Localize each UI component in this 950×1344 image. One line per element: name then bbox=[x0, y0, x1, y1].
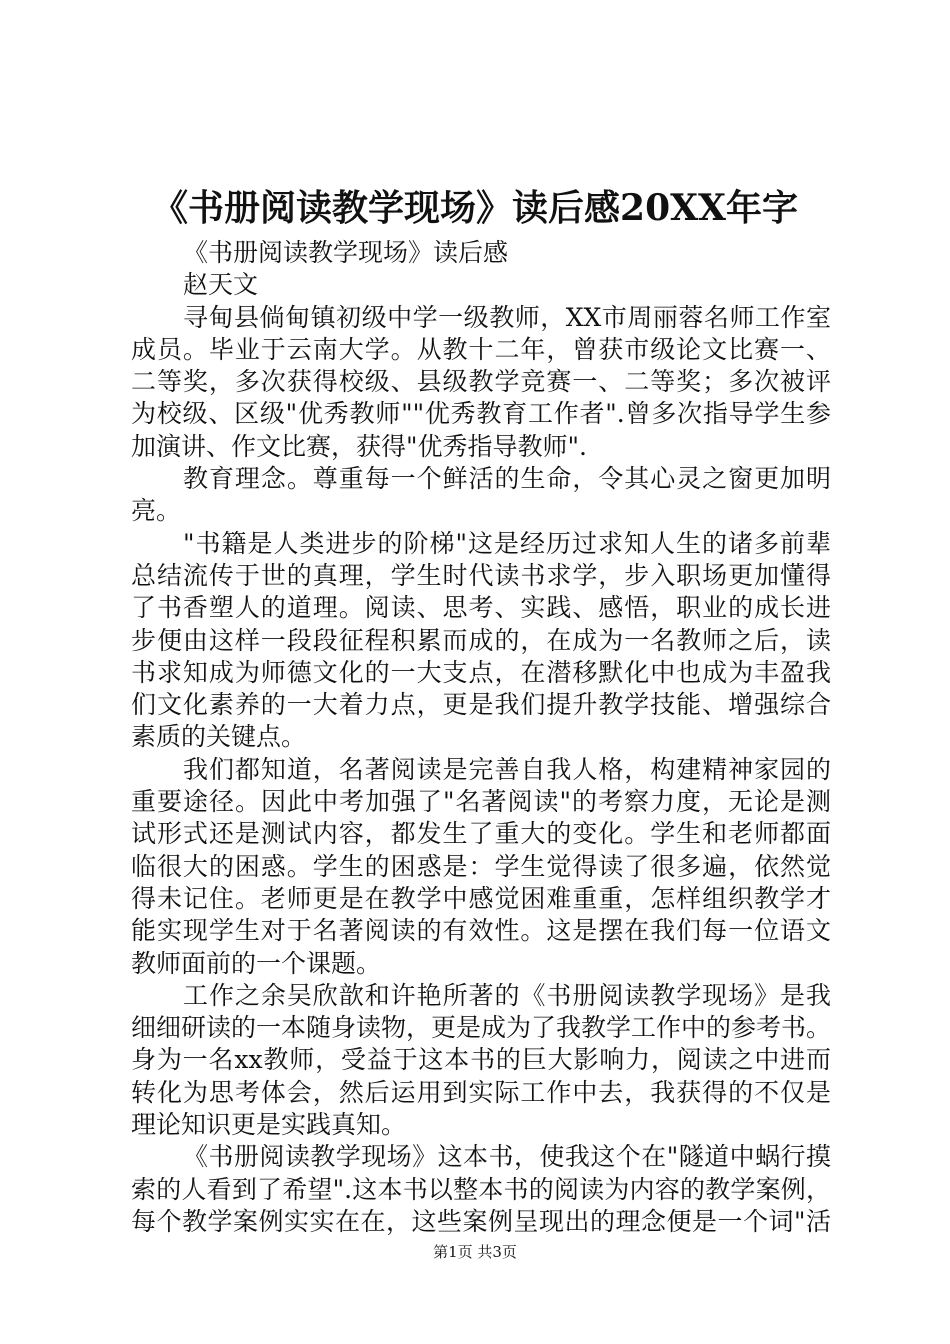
body-text-line: 身为一名xx教师，受益于这本书的巨大影响力，阅读之中进而 bbox=[131, 1045, 831, 1075]
body-text-line: 试形式还是测试内容，都发生了重大的变化。学生和老师都面 bbox=[131, 819, 831, 849]
body-text-line: 工作之余吴欣歆和许艳所著的《书册阅读教学现场》是我 bbox=[183, 980, 831, 1010]
body-text-line: 每个教学案例实实在在，这些案例呈现出的理念便是一个词"活 bbox=[131, 1206, 831, 1236]
body-text-line: 亮。 bbox=[131, 496, 182, 526]
body-text-line: 素质的关键点。 bbox=[131, 722, 307, 752]
body-text-line: 重要途径。因此中考加强了"名著阅读"的考察力度，无论是测 bbox=[131, 787, 831, 817]
body-text-line: 总结流传于世的真理，学生时代读书求学，步入职场更加懂得 bbox=[131, 560, 831, 590]
body-text-line: 临很大的困惑。学生的困惑是：学生觉得读了很多遍，依然觉 bbox=[131, 851, 831, 881]
body-text-line: 为校级、区级"优秀教师""优秀教育工作者".曾多次指导学生参 bbox=[131, 399, 831, 429]
body-text-line: 能实现学生对于名著阅读的有效性。这是摆在我们每一位语文 bbox=[131, 916, 831, 946]
body-text-line: 书求知成为师德文化的一大支点，在潜移默化中也成为丰盈我 bbox=[131, 657, 831, 687]
body-text-line: 赵天文 bbox=[183, 270, 259, 300]
body-text-line: 了书香塑人的道理。阅读、思考、实践、感悟，职业的成长进 bbox=[131, 593, 831, 623]
document-title: 《书册阅读教学现场》读后感20XX年字 bbox=[152, 187, 798, 229]
page-footer: 第1页 共3页 bbox=[433, 1243, 517, 1261]
body-text-line: 细细研读的一本随身读物，更是成为了我教学工作中的参考书。 bbox=[131, 1013, 832, 1043]
body-text-line: 寻甸县倘甸镇初级中学一级教师，XX市周丽蓉名师工作室 bbox=[183, 302, 831, 332]
body-text-line: 索的人看到了希望".这本书以整本书的阅读为内容的教学案例， bbox=[131, 1174, 831, 1204]
body-text-line: 得未记住。老师更是在教学中感觉困难重重，怎样组织教学才 bbox=[131, 883, 831, 913]
document-body bbox=[131, 237, 831, 1238]
body-text-line: 我们都知道，名著阅读是完善自我人格，构建精神家园的 bbox=[183, 754, 831, 784]
body-text-line: 教师面前的一个课题。 bbox=[131, 948, 382, 978]
body-text-line: 二等奖，多次获得校级、县级教学竞赛一、二等奖；多次被评 bbox=[131, 367, 831, 397]
body-text-line: 们文化素养的一大着力点，更是我们提升教学技能、增强综合 bbox=[131, 690, 831, 720]
body-text-line: 成员。毕业于云南大学。从教十二年，曾获市级论文比赛一、 bbox=[131, 334, 831, 364]
body-text-line: 转化为思考体会，然后运用到实际工作中去，我获得的不仅是 bbox=[131, 1077, 831, 1107]
body-text-line: 理论知识更是实践真知。 bbox=[131, 1110, 407, 1140]
body-text-line: 《书册阅读教学现场》这本书，使我这个在"隧道中蜗行摸 bbox=[183, 1142, 831, 1172]
body-text-line: 《书册阅读教学现场》读后感 bbox=[183, 238, 509, 267]
body-text-line: 加演讲、作文比赛，获得"优秀指导教师". bbox=[131, 431, 587, 461]
body-text-line: 步便由这样一段段征程积累而成的，在成为一名教师之后，读 bbox=[131, 625, 831, 655]
body-text-line: 教育理念。尊重每一个鲜活的生命，令其心灵之窗更加明 bbox=[183, 464, 831, 494]
body-text-line: "书籍是人类进步的阶梯"这是经历过求知人生的诸多前辈 bbox=[183, 528, 831, 558]
